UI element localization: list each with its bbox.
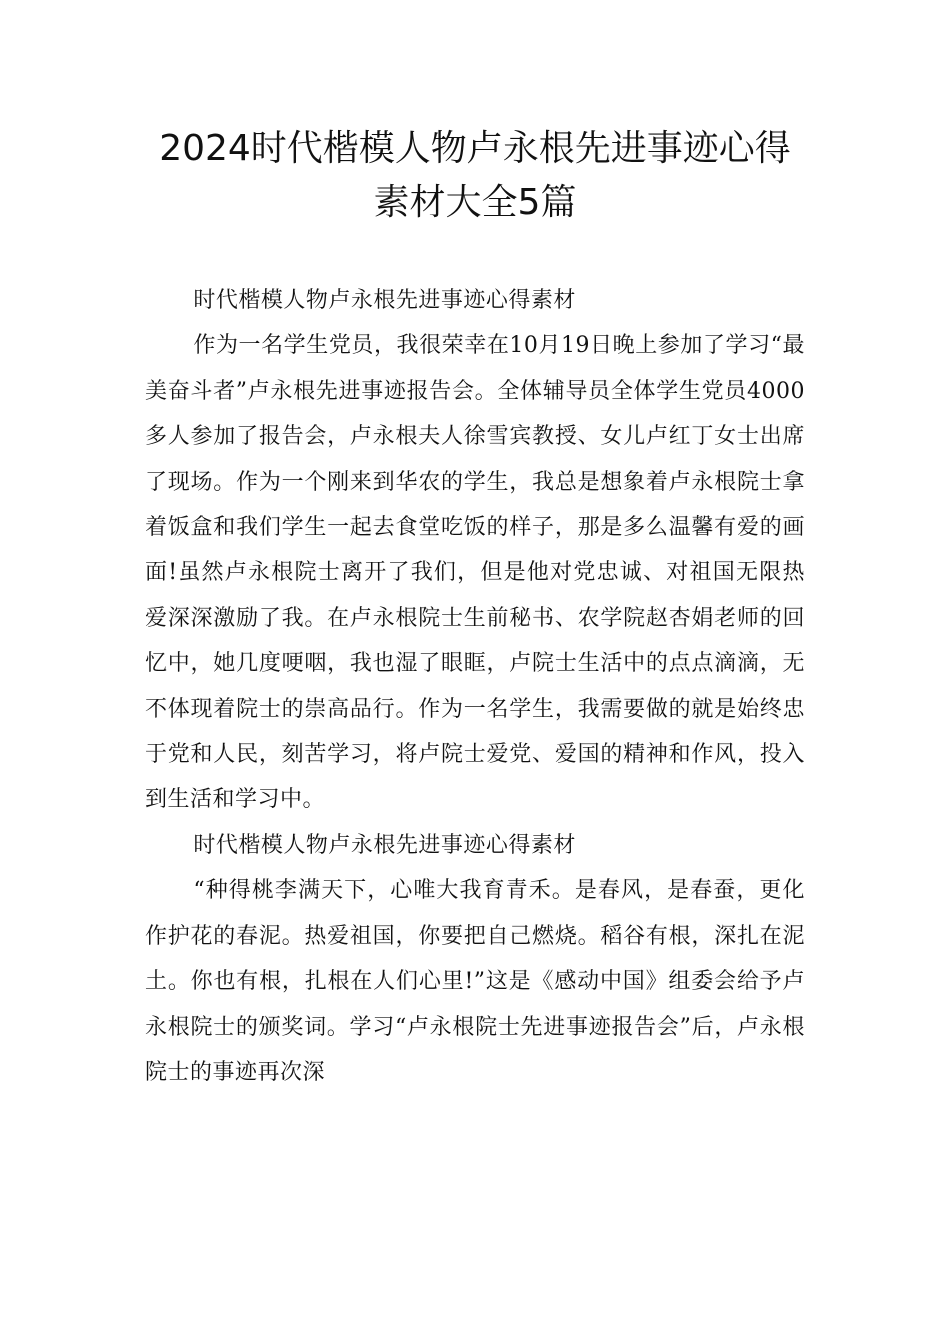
paragraph: “种得桃李满天下，心唯大我育青禾。是春风，是春蚕，更化作护花的春泥。热爱祖国，你要把自己燃烧。稻谷有根，深扎在泥土。你也有根，扎根在人们心里!”这是《感动中国》组委会给予卢永根院士的颁奖词。学习“卢永根院士先进事迹报告会”后，卢永根院士的事迹再次深 [145, 878, 805, 1085]
document-title [120, 122, 830, 230]
title-line-1: 2024时代楷模人物卢永根先进事迹心得 [159, 128, 791, 169]
section-heading: 时代楷模人物卢永根先进事迹心得素材 [193, 832, 576, 858]
paragraph: 作为一名学生党员，我很荣幸在10月19日晚上参加了学习“最美奋斗者”卢永根先进事迹报告会。全体辅导员全体学生党员4000多人参加了报告会，卢永根夫人徐雪宾教授、女儿卢红丁女士出席了现场。作为一个刚来到华农的学生，我总是想象着卢永根院士拿着饭盒和我们学生一起去食堂吃饭的样子，那是多么温馨有爱的画面!虽然卢永根院士离开了我们，但是他对党忠诚、对祖国无限热爱深深激励了我。在卢永根院士生前秘书、农学院赵杏娟老师的回忆中，她几度哽咽，我也湿了眼眶，卢院士生活中的点点滴滴，无不体现着院士的崇高品行。作为一名学生，我需要做的就是始终忠于党和人民，刻苦学习，将卢院士爱党、爱国的精神和作风，投入到生活和学习中。 [145, 333, 805, 813]
document-body [145, 278, 805, 1095]
title-line-2: 素材大全5篇 [373, 182, 577, 223]
section-heading: 时代楷模人物卢永根先进事迹心得素材 [193, 288, 576, 313]
